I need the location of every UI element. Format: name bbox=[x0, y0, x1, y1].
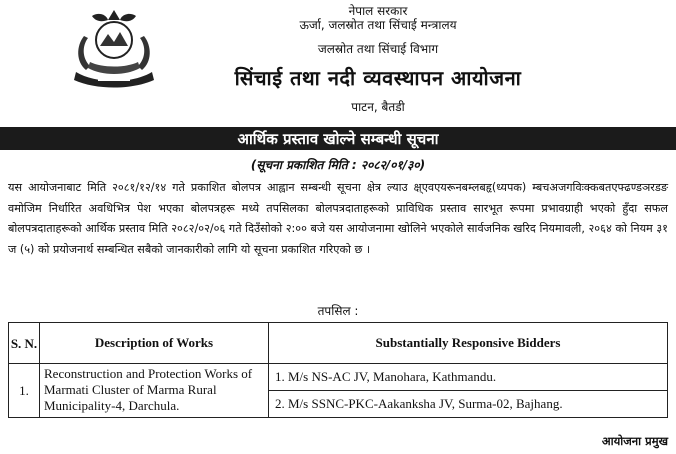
signatory-title: आयोजना प्रमुख bbox=[601, 434, 668, 448]
row-description: Reconstruction and Protection Works of Marmati Cluster of Marma Rural Municipality-4, Darchula. bbox=[40, 364, 269, 418]
header-description: Description of Works bbox=[40, 323, 269, 364]
publication-date: (सूचना प्रकाशित मिति : २०८२/०१/३०) bbox=[250, 158, 426, 172]
project-name: सिंचाई तथा नदी व्यवस्थापन आयोजना bbox=[234, 66, 522, 90]
bidder-2: 2. M/s SSNC-PKC-Aakanksha JV, Surma-02, Bajhang. bbox=[269, 391, 668, 418]
ministry-name: ऊर्जा, जलस्रोत तथा सिंचाई मन्त्रालय bbox=[299, 18, 457, 32]
header-sn: S. N. bbox=[9, 323, 40, 364]
department-name: जलस्रोत तथा सिंचाई विभाग bbox=[317, 42, 439, 56]
bidders-table bbox=[8, 322, 668, 418]
table-row bbox=[9, 364, 668, 391]
row-sn: 1. bbox=[9, 364, 40, 418]
bidder-1: 1. M/s NS-AC JV, Manohara, Kathmandu. bbox=[269, 364, 668, 391]
details-label: तपसिल : bbox=[317, 304, 359, 318]
office-address: पाटन, बैतडी bbox=[351, 100, 405, 114]
notice-title: आर्थिक प्रस्ताव खोल्ने सम्बन्धी सूचना bbox=[237, 130, 439, 148]
header-bidders: Substantially Responsive Bidders bbox=[269, 323, 668, 364]
notice-body: यस आयोजनाबाट मिति २०८१/१२/१४ गते प्रकाशित बोलपत्र आह्वान सम्बन्धी सूचना क्षेत्र ल्याउ क्ष्एवएयरूनबम्लबहृ(ध्यपक) म्बचअजगविःक्कबतएफ्ढण्डञरडङ वमोजिम निर्धारित अवधिभित्र पेश भएका बोलपत्रहरू मध्ये तपसिलका बोलपत्रदाताहरूको प्राविधिक प्रस्ताव सारभूत रूपमा प्रभावग्राही भएको हुँदा सफल बोलपत्रदाताहरूको आर्थिक प्रस्ताव मिति २०८२/०२/०६ गते दिउँसोको २:०० बजे यस आयोजनामा खोलिने भएकोले सार्वजनिक खरिद नियमावली, २०६४ को नियम ३१ ज (५) को प्रयोजनार्थ सम्बन्धित सबैको जानकारीको लागि यो सूचना प्रकाशित गरिएको छ । bbox=[8, 181, 668, 256]
table-header-row bbox=[9, 323, 668, 364]
government-name: नेपाल सरकार bbox=[348, 4, 408, 18]
